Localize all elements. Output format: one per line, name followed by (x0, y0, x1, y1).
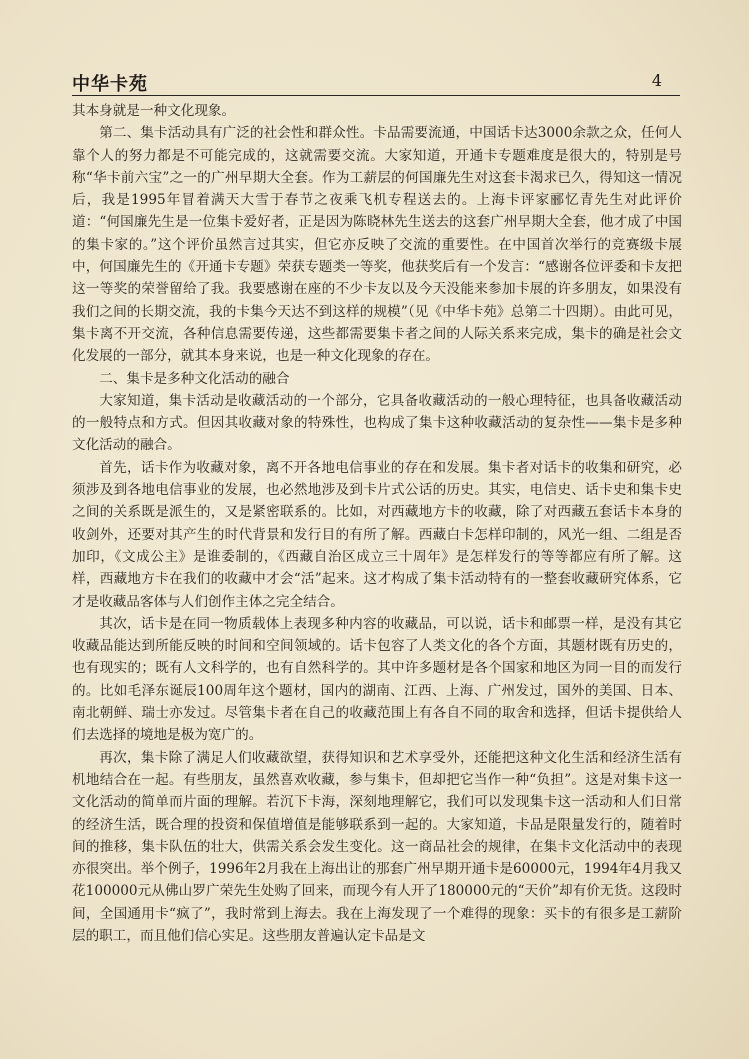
magazine-title: 中华卡苑 (72, 74, 148, 95)
paragraph: 大家知道，集卡活动是收藏活动的一个部分，它具备收藏活动的一般心理特征，也具备收藏活动的一般特点和方式。但因其收藏对象的特殊性，也构成了集卡这种收藏活动的复杂性——集卡是多种文化活动的融合。 (72, 392, 682, 454)
section-heading: 二、集卡是多种文化活动的融合 (99, 370, 290, 387)
paragraph: 其次，话卡是在同一物质载体上表现多种内容的收藏品，可以说，话卡和邮票一样，是没有其它收藏品能达到所能反映的时间和空间领域的。话卡包容了人类文化的各个方面，其题材既有历史的，也有现实的；既有人文科学的，也有自然科学的。其中许多题材是各个国家和地区为同一目的而发行的。比如毛泽东诞辰100周年这个题材，国内的湖南、江西、上海、广州发过，国外的美国、日本、南北朝鲜、瑞士亦发过。尽管集卡者在自己的收藏范围上有各自不同的取舍和选择，但话卡提供给人们去选择的境地是极为宽广的。 (72, 615, 682, 744)
article-body (72, 100, 682, 947)
page-number: 4 (651, 71, 662, 90)
header-rule (72, 95, 680, 96)
paragraph: 首先，话卡作为收藏对象，离不开各地电信事业的存在和发展。集卡者对话卡的收集和研究，必须涉及到各地电信事业的发展，也必然地涉及到卡片式公话的历史。其实，电信史、话卡史和集卡史之间的关系既是派生的，又是紧密联系的。比如，对西藏地方卡的收藏，除了对西藏五套话卡本身的收剑外，还要对其产生的时代背景和发行目的有所了解。西藏白卡怎样印制的，风光一组、二组是否加印，《文成公主》是谁委制的，《西藏自治区成立三十周年》是怎样发行的等等都应有所了解。这样，西藏地方卡在我们的收藏中才会“活”起来。这才构成了集卡活动特有的一整套收藏研究体系，它才是收藏品客体与人们创作主体之完全结合。 (72, 459, 682, 610)
paragraph: 再次，集卡除了满足人们收藏欲望，获得知识和艺术享受外，还能把这种文化生活和经济生活有机地结合在一起。有些朋友，虽然喜欢收藏，参与集卡，但却把它当作一种“负担”。这是对集卡这一文化活动的简单而片面的理解。若沉下卡海，深刻地理解它，我们可以发现集卡这一活动和人们日常的经济生活，既合理的投资和保值增值是能够联系到一起的。大家知道，卡品是限量发行的，随着时间的推移，集卡队伍的壮大，供需关系会发生变化。这一商品社会的规律，在集卡文化活动中的表现亦很突出。举个例子，1996年2月我在上海出让的那套广州早期开通卡是60000元，1994年4月我又花100000元从佛山罗广荣先生处购了回来，而现今有人开了180000元的“天价”却有价无货。这段时间，全国通用卡“疯了”，我时常到上海去。我在上海发现了一个难得的现象：买卡的有很多是工薪阶层的职工，而且他们信心实足。这些朋友普遍认定卡品是文 (72, 749, 682, 944)
page-header (72, 70, 680, 96)
paragraph: 其本身就是一种文化现象。 (72, 103, 236, 119)
paragraph: 第二、集卡活动具有广泛的社会性和群众性。卡品需要流通，中国话卡达3000余款之众，任何人靠个人的努力都是不可能完成的，这就需要交流。大家知道，开通卡专题难度是很大的，特别是号称“华卡前六宝”之一的广州早期大全套。作为工薪层的何国廉先生对这套卡渴求已久，得知这一情况后，我是1995年冒着满天大雪于春节之夜乘飞机专程送去的。上海卡评家郦忆青先生对此评价道：“何国廉先生是一位集卡爱好者，正是因为陈晓林先生送去的这套广州早期大全套，他才成了中国的集卡家的。”这个评价虽然言过其实，但它亦反映了交流的重要性。在中国首次举行的竞赛级卡展中，何国廉先生的《开通卡专题》荣获专题类一等奖，他获奖后有一个发言：“感谢各位评委和卡友把这一等奖的荣誉留给了我。我要感谢在座的不少卡友以及今天没能来参加卡展的许多朋友，如果没有我们之间的长期交流，我的卡集今天达不到这样的规模”（见《中华卡苑》总第二十四期）。由此可见，集卡离不开交流，各种信息需要传递，这些都需要集卡者之间的人际关系来完成，集卡的确是社会文化发展的一部分，就其本身来说，也是一种文化现象的存在。 (72, 125, 682, 365)
